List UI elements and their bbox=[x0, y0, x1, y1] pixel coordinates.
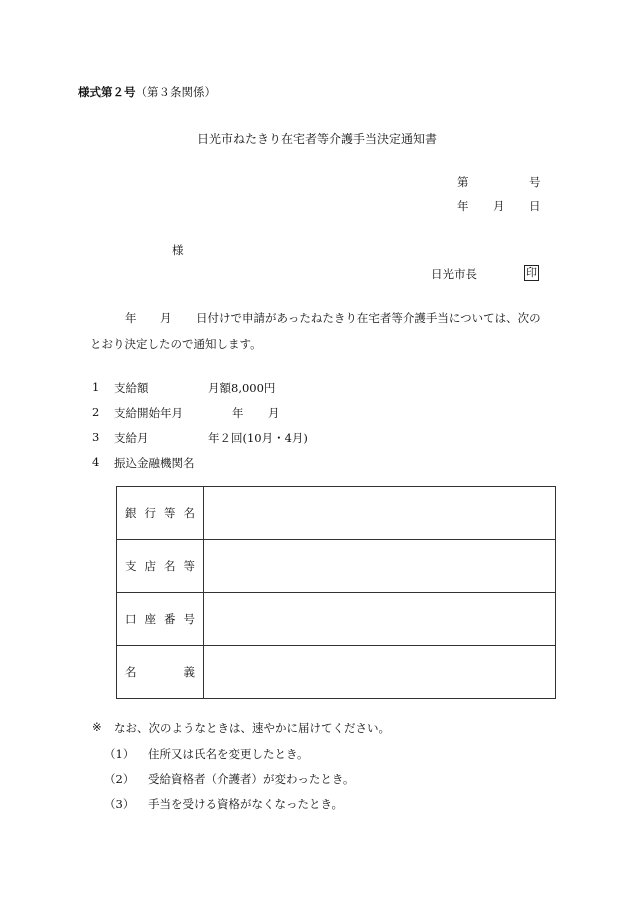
item-3-value: 年２回(10月・4月) bbox=[208, 431, 308, 445]
label-char: 番 bbox=[164, 612, 176, 626]
label-char: 等 bbox=[164, 506, 176, 520]
item-1-label: 支給額 bbox=[114, 381, 149, 395]
item-1-value: 月額8,000円 bbox=[208, 381, 276, 395]
date-month: 月 bbox=[493, 199, 505, 213]
account-number-label bbox=[117, 593, 204, 646]
account-number-value[interactable] bbox=[204, 593, 556, 646]
body-line1-rest: 日付けで申請があったねたきり在宅者等介護手当については、次の bbox=[196, 311, 541, 325]
addressee-suffix: 様 bbox=[172, 243, 184, 257]
table-row bbox=[117, 593, 556, 646]
item-3-num: 3 bbox=[92, 430, 100, 444]
label-char: 座 bbox=[144, 612, 156, 626]
bank-table bbox=[116, 486, 556, 699]
item-2-label: 支給開始年月 bbox=[114, 406, 183, 420]
note-1-num: （1） bbox=[104, 747, 135, 761]
note-3-num: （3） bbox=[104, 797, 135, 811]
label-char: 号 bbox=[183, 612, 195, 626]
label-char: 支 bbox=[125, 559, 137, 573]
branch-name-label bbox=[117, 540, 204, 593]
label-char: 名 bbox=[164, 559, 176, 573]
note-1-text: 住所又は氏名を変更したとき。 bbox=[148, 747, 309, 761]
table-row bbox=[117, 540, 556, 593]
seal-stamp: 印 bbox=[526, 266, 537, 279]
item-1-num: 1 bbox=[92, 380, 100, 394]
note-3-text: 手当を受ける資格がなくなったとき。 bbox=[148, 797, 344, 811]
item-2-month: 月 bbox=[268, 406, 280, 420]
branch-name-value[interactable] bbox=[204, 540, 556, 593]
note-mark: ※ bbox=[92, 720, 102, 734]
form-header bbox=[78, 84, 216, 100]
label-char: 銀 bbox=[125, 506, 137, 520]
note-2-text: 受給資格者（介護者）が変わったとき。 bbox=[148, 772, 355, 786]
date-day: 日 bbox=[529, 199, 541, 213]
bank-name-label bbox=[117, 487, 204, 540]
label-char: 等 bbox=[183, 559, 195, 573]
table-row bbox=[117, 646, 556, 699]
table-row bbox=[117, 487, 556, 540]
bank-name-value[interactable] bbox=[204, 487, 556, 540]
body-line2: とおり決定したので通知します。 bbox=[90, 337, 262, 351]
body-month: 月 bbox=[160, 311, 172, 325]
item-4-num: 4 bbox=[92, 455, 100, 469]
label-char: 口 bbox=[125, 612, 137, 626]
item-2-year: 年 bbox=[232, 406, 244, 420]
doc-number-dai: 第 bbox=[457, 175, 469, 189]
account-holder-label bbox=[117, 646, 204, 699]
body-year: 年 bbox=[125, 311, 137, 325]
label-char: 店 bbox=[144, 559, 156, 573]
issuer-name: 日光市長 bbox=[431, 267, 477, 281]
form-relation: （第３条関係） bbox=[135, 85, 216, 99]
note-2-num: （2） bbox=[104, 772, 135, 786]
label-char: 義 bbox=[183, 665, 195, 679]
label-char: 名 bbox=[183, 506, 195, 520]
doc-number-go: 号 bbox=[529, 175, 541, 189]
item-2-num: 2 bbox=[92, 405, 100, 419]
item-3-label: 支給月 bbox=[114, 431, 149, 445]
document-title: 日光市ねたきり在宅者等介護手当決定通知書 bbox=[197, 132, 438, 146]
item-4-label: 振込金融機関名 bbox=[114, 456, 195, 470]
note-intro: なお、次のようなときは、速やかに届けてください。 bbox=[114, 721, 390, 735]
label-char: 名 bbox=[125, 665, 137, 679]
account-holder-value[interactable] bbox=[204, 646, 556, 699]
form-number: 様式第２号 bbox=[78, 85, 136, 99]
date-year: 年 bbox=[457, 199, 469, 213]
label-char: 行 bbox=[144, 506, 156, 520]
